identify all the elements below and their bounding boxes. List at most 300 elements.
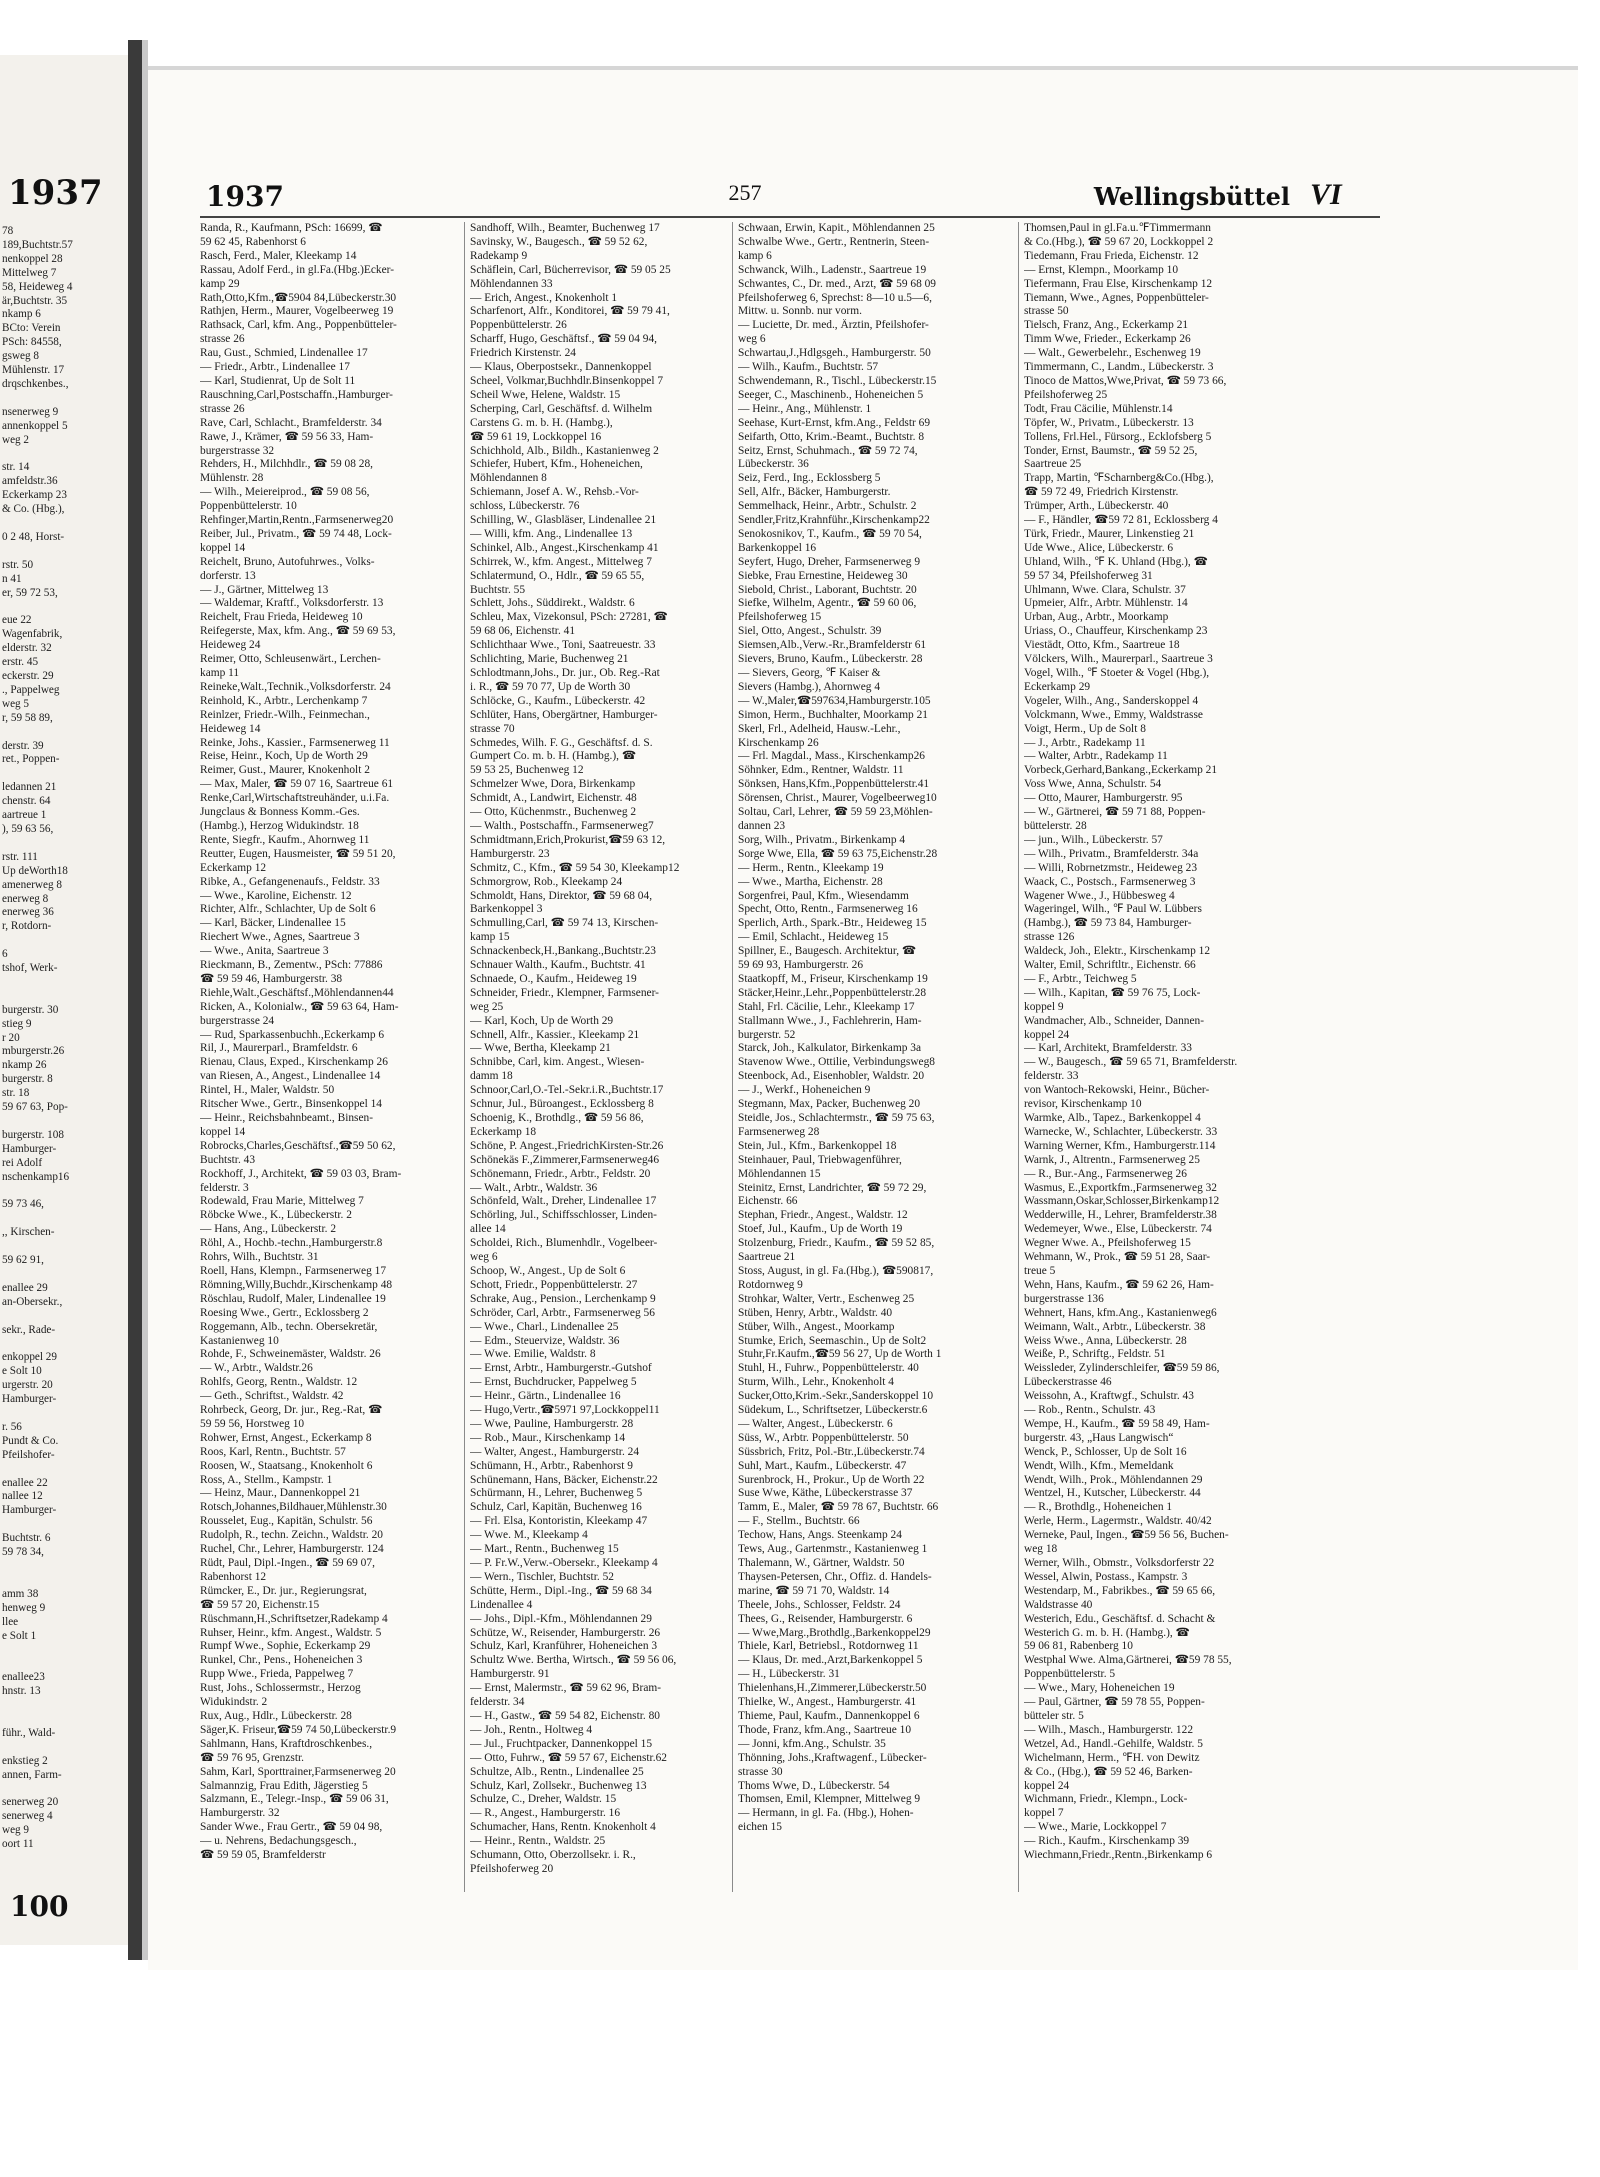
- directory-entry-line: Wassmann,Oskar,Schlosser,Birkenkamp12: [1024, 1195, 1220, 1208]
- directory-entry-line: Sahlmann, Hans, Kraftdroschkenbes.,: [200, 1737, 373, 1750]
- directory-entry-line: Tiemann, Wwe., Agnes, Poppenbütteler-: [1024, 291, 1209, 304]
- directory-entry-line: Ricken, A., Kolonialw., ☎ 59 63 64, Ham-: [200, 1000, 399, 1013]
- directory-entry-line: Schörling, Jul., Schiffsschlosser, Linden-: [470, 1209, 657, 1222]
- directory-entry-line: Tonder, Ernst, Baumstr., ☎ 59 52 25,: [1024, 444, 1198, 457]
- directory-entry-line: bütteler str. 5: [1024, 1709, 1084, 1722]
- previous-page-line: BCto: Verein: [2, 322, 61, 335]
- directory-entry-line: Wedderwille, H., Lehrer, Bramfelderstr.38: [1024, 1209, 1217, 1222]
- directory-entry-line: Schwantes, C., Dr. med., Arzt, ☎ 59 68 09: [738, 277, 937, 290]
- directory-entry-line: (Hambg.), Herzog Widukindstr. 18: [200, 819, 359, 832]
- previous-page-line: er, 59 72 53,: [2, 586, 58, 599]
- previous-page-line: [2, 837, 126, 851]
- previous-page-line: weg 9: [2, 1824, 30, 1837]
- directory-entry-line: Eckerkamp 29: [1024, 680, 1091, 693]
- directory-entry-line: Schmulling,Carl, ☎ 59 74 13, Kirschen-: [470, 917, 659, 930]
- directory-entry-line: Tollens, Frl.Hel., Fürsorg., Ecklofsberg 5: [1024, 430, 1212, 443]
- directory-entry-line: — Max, Maler, ☎ 59 07 16, Saartreue 61: [200, 778, 394, 791]
- directory-entry-line: Stavenow Wwe., Ottilie, Verbindungsweg8: [738, 1056, 935, 1069]
- directory-entry-line: — Walter, Arbtr., Radekamp 11: [1024, 750, 1168, 763]
- directory-entry-line: Schröder, Carl, Arbtr., Farmsenerweg 56: [470, 1306, 655, 1319]
- directory-entry-line: Schlatermund, O., Hdlr., ☎ 59 65 55,: [470, 569, 645, 582]
- directory-entry-line: — Otto, Küchenmstr., Buchenweg 2: [470, 806, 637, 819]
- directory-entry-line: Stüber, Wilh., Angest., Moorkamp: [738, 1320, 895, 1333]
- directory-entry-line: weg 6: [738, 333, 766, 346]
- directory-entry-line: Schmoldt, Hans, Direktor, ☎ 59 68 04,: [470, 889, 653, 902]
- previous-page-line: weg 2: [2, 433, 30, 446]
- directory-entry-line: Thoms Wwe, D., Lübeckerstr. 54: [738, 1779, 890, 1792]
- previous-page-line: [2, 545, 126, 559]
- directory-entry-line: strasse 30: [738, 1765, 783, 1778]
- directory-entry-line: — Emil, Schlacht., Heideweg 15: [738, 931, 889, 944]
- directory-entry-line: Friedrich Kirstenstr. 24: [470, 347, 576, 360]
- column-divider: [1018, 222, 1019, 1892]
- directory-entry-line: Gumpert Co. m. b. H. (Hambg.), ☎: [470, 750, 637, 763]
- directory-entry-line: Timm Wwe, Frieder., Eckerkamp 26: [1024, 333, 1191, 346]
- directory-entry-line: Rumpf Wwe., Sophie, Eckerkamp 29: [200, 1640, 371, 1653]
- previous-page-line: Up deWorth18: [2, 864, 68, 877]
- directory-entry-line: Sörensen, Christ., Maurer, Vogelbeerweg10: [738, 792, 937, 805]
- previous-page-line: enallee 29: [2, 1281, 48, 1294]
- directory-entry-line: Türk, Friedr., Maurer, Linkenstieg 21: [1024, 527, 1195, 540]
- previous-page-line: hnstr. 13: [2, 1685, 41, 1698]
- directory-entry-line: Wessel, Alwin, Postass., Kampstr. 3: [1024, 1570, 1188, 1583]
- directory-entry-line: koppel 9: [1024, 1000, 1064, 1013]
- previous-page-line: Hamburger-: [2, 1504, 57, 1517]
- directory-entry-line: Rotsch,Johannes,Bildhauer,Mühlenstr.30: [200, 1501, 387, 1514]
- directory-entry-line: Runkel, Chr., Pens., Hoheneichen 3: [200, 1654, 363, 1667]
- directory-entry-line: Rienau, Claus, Exped., Kirschenkamp 26: [200, 1056, 388, 1069]
- directory-entry-line: 59 62 45, Rabenhorst 6: [200, 235, 306, 248]
- previous-page-line: tshof, Werk-: [2, 962, 58, 975]
- previous-page-line: [2, 726, 126, 740]
- directory-entry-line: ☎ 59 76 95, Grenzstr.: [200, 1751, 305, 1764]
- directory-entry-line: Rust, Johs., Schlossermstr., Herzog: [200, 1682, 361, 1695]
- directory-entry-line: Ude Wwe., Alice, Lübeckerstr. 6: [1024, 541, 1174, 554]
- directory-entry-line: strasse 70: [470, 722, 515, 735]
- directory-entry-line: — R., Bur.-Ang., Farmsenerweg 26: [1024, 1167, 1187, 1180]
- directory-entry-line: Westerich, Edu., Geschäftsf. d. Schacht &: [1024, 1612, 1216, 1625]
- directory-entry-line: — Otto, Fuhrw., ☎ 59 57 67, Eichenstr.62: [470, 1751, 667, 1764]
- column-divider: [464, 222, 465, 1892]
- directory-entry-line: Buchtstr. 43: [200, 1153, 256, 1166]
- directory-entry-line: Schlüter, Hans, Obergärtner, Hamburger-: [470, 708, 658, 721]
- previous-page-line: [2, 1713, 126, 1727]
- directory-entry-line: ☎ 59 61 19, Lockkoppel 16: [470, 430, 602, 443]
- directory-column-1: [200, 222, 455, 1912]
- previous-page-line: amenerweg 8: [2, 878, 62, 891]
- directory-entry-line: — P. Fr.W.,Verw.-Obersekr., Kleekamp 4: [470, 1557, 658, 1569]
- directory-entry-line: Rassau, Adolf Ferd., in gl.Fa.(Hbg.)Ecker-: [200, 263, 395, 276]
- volume-number: VI: [1310, 178, 1342, 211]
- directory-entry-line: — Mart., Rentn., Buchenweg 15: [470, 1543, 619, 1556]
- directory-entry-line: Schlodtmann,Johs., Dr. jur., Ob. Reg.-Rat: [470, 667, 660, 679]
- directory-entry-line: Roell, Hans, Klempn., Farmsenerweg 17: [200, 1264, 387, 1277]
- directory-entry-line: Stegmann, Max, Packer, Buchenweg 20: [738, 1098, 921, 1111]
- directory-entry-line: Rasch, Ferd., Maler, Kleekamp 14: [200, 249, 357, 262]
- directory-entry-line: Schulze, C., Dreher, Waldstr. 15: [470, 1793, 617, 1806]
- directory-entry-line: — Ernst, Buchdrucker, Pappelweg 5: [470, 1376, 637, 1389]
- previous-page-line: r, Rotdorn-: [2, 920, 52, 933]
- directory-entry-line: Schnackenbeck,H.,Bankang.,Buchtstr.23: [470, 945, 657, 958]
- directory-entry-line: Specht, Otto, Rentn., Farmsenerweg 16: [738, 903, 918, 916]
- directory-entry-line: ☎ 59 72 49, Friedrich Kirstenstr.: [1024, 486, 1179, 499]
- previous-page-line: Pfeilshofer-: [2, 1448, 55, 1461]
- previous-page-line: 0 2 48, Horst-: [2, 530, 65, 543]
- previous-page-line: ledannen 21: [2, 781, 57, 794]
- directory-entry-line: Möhlendannen 33: [470, 277, 553, 290]
- previous-page-line: amfeldstr.36: [2, 475, 58, 488]
- directory-entry-line: Thode, Franz, kfm.Ang., Saartreue 10: [738, 1723, 912, 1736]
- directory-entry-line: Wageringel, Wilh., ℉ Paul W. Lübbers: [1024, 903, 1202, 916]
- directory-entry-line: koppel 14: [200, 1125, 246, 1138]
- directory-entry-line: Spillner, E., Baugesch. Architektur, ☎: [738, 945, 917, 958]
- previous-page-line: nsenerweg 9: [2, 405, 59, 418]
- directory-entry-line: Tielsch, Franz, Ang., Eckerkamp 21: [1024, 319, 1189, 332]
- directory-entry-line: Schnibbe, Carl, kim. Angest., Wiesen-: [470, 1056, 645, 1069]
- directory-entry-line: Roosen, W., Staatsang., Knokenholt 6: [200, 1459, 373, 1472]
- directory-entry-line: Steinitz, Ernst, Landrichter, ☎ 59 72 29,: [738, 1181, 927, 1194]
- place-heading: Wellingsbüttel: [1093, 182, 1290, 211]
- directory-entry-line: — Wwe. M., Kleekamp 4: [470, 1529, 588, 1542]
- previous-page-line: senerweg 4: [2, 1810, 53, 1823]
- directory-entry-line: strasse 26: [200, 402, 245, 415]
- previous-page-line: str. 14: [2, 461, 30, 474]
- directory-entry-line: Tinoco de Mattos,Wwe,Privat, ☎ 59 73 66,: [1024, 374, 1227, 387]
- directory-entry-line: burgerstr. 43, „Haus Langwisch“: [1024, 1431, 1174, 1444]
- directory-entry-line: — Rud, Sparkassenbuchh.,Eckerkamp 6: [200, 1028, 385, 1041]
- directory-entry-line: kamp 11: [200, 667, 240, 679]
- previous-page-line: enkoppel 29: [2, 1351, 57, 1364]
- previous-page-line: 189,Buchtstr.57: [2, 238, 73, 251]
- directory-entry-line: Warnecke, W., Schlachter, Lübeckerstr. 33: [1024, 1125, 1218, 1138]
- directory-entry-line: Strohkar, Walter, Vertr., Eschenweg 25: [738, 1292, 915, 1305]
- directory-entry-line: — Walt., Arbtr., Waldstr. 36: [470, 1181, 598, 1194]
- previous-page-line: [2, 1574, 126, 1588]
- directory-entry-line: Soltau, Carl, Lehrer, ☎ 59 59 23,Möhlen-: [738, 806, 933, 819]
- directory-entry-line: revisor, Kirschenkamp 10: [1024, 1098, 1142, 1111]
- directory-entry-line: Reineke,Walt.,Technik.,Volksdorferstr. 24: [200, 680, 391, 693]
- previous-page-line: henweg 9: [2, 1601, 46, 1614]
- directory-entry-line: — Ernst, Malermstr., ☎ 59 62 96, Bram-: [470, 1682, 662, 1695]
- directory-entry-line: — Jonni, kfm.Ang., Schulstr. 35: [738, 1737, 886, 1750]
- directory-entry-line: Schmidtmann,Erich,Prokurist,☎59 63 12,: [470, 833, 666, 846]
- directory-entry-line: — F., Stellm., Buchtstr. 66: [738, 1515, 860, 1528]
- directory-entry-line: Kirschenkamp 26: [738, 736, 819, 749]
- previous-page-line: chenstr. 64: [2, 795, 51, 808]
- directory-entry-line: Röhl, A., Hochb.-techn.,Hamburgerstr.8: [200, 1237, 383, 1250]
- directory-entry-line: — R., Angest., Hamburgerstr. 16: [470, 1807, 621, 1820]
- directory-entry-line: Vogel, Wilh., ℉ Stoeter & Vogel (Hbg.),: [1024, 667, 1210, 679]
- directory-entry-line: Schilling, W., Glasbläser, Lindenallee 21: [470, 514, 657, 527]
- directory-entry-line: Schulz, Carl, Kapitän, Buchenweg 16: [470, 1501, 642, 1514]
- directory-entry-line: i. R., ☎ 59 70 77, Up de Worth 30: [470, 680, 631, 693]
- directory-entry-line: Thiele, Karl, Betriebsl., Rotdornweg 11: [738, 1640, 919, 1653]
- directory-entry-line: Lübeckerstr. 36: [738, 458, 809, 471]
- previous-page-line: r. 56: [2, 1420, 22, 1433]
- directory-entry-line: — Otto, Maurer, Hamburgerstr. 95: [1024, 792, 1183, 805]
- directory-entry-line: Eckerkamp 12: [200, 861, 267, 874]
- directory-entry-line: — J., Arbtr., Radekamp 11: [1024, 736, 1146, 749]
- directory-entry-line: Sönksen, Hans,Kfm.,Poppenbüttelerstr.41: [738, 778, 930, 791]
- previous-page-line: [2, 600, 126, 614]
- directory-entry-line: Schnell, Alfr., Kassier., Kleekamp 21: [470, 1028, 640, 1041]
- directory-entry-line: Rudolph, R., techn. Zeichn., Waldstr. 20: [200, 1529, 383, 1542]
- directory-entry-line: Schiefer, Hubert, Kfm., Hoheneichen,: [470, 458, 643, 471]
- directory-entry-line: Stäcker,Heinr.,Lehr.,Poppenbüttelerstr.28: [738, 986, 927, 999]
- directory-entry-line: Schütze, W., Reisender, Hamburgerstr. 26: [470, 1626, 661, 1639]
- directory-entry-line: Rohrs, Wilh., Buchtstr. 31: [200, 1251, 319, 1264]
- directory-entry-line: Weimann, Walt., Arbtr., Lübeckerstr. 38: [1024, 1320, 1206, 1333]
- directory-entry-line: Schönfeld, Walt., Dreher, Lindenallee 17: [470, 1195, 657, 1208]
- directory-entry-line: Stallmann Wwe., J., Fachlehrerin, Ham-: [738, 1014, 922, 1027]
- previous-page-number: 100: [10, 1890, 69, 1923]
- directory-entry-line: Sandhoff, Wilh., Beamter, Buchenweg 17: [470, 222, 660, 234]
- directory-entry-line: Thomsen,Paul in gl.Fa.u.℉Timmermann: [1024, 222, 1211, 234]
- directory-entry-line: Thielenhans,H.,Zimmerer,Lübeckerstr.50: [738, 1682, 927, 1695]
- previous-page-line: nkamp 26: [2, 1059, 47, 1072]
- previous-page-line: Hamburger-: [2, 1393, 57, 1406]
- directory-entry-line: Saartreue 21: [738, 1251, 796, 1264]
- directory-entry-line: Schultze, Alb., Rentn., Lindenallee 25: [470, 1765, 644, 1778]
- previous-page-line: eckerstr. 29: [2, 670, 54, 682]
- directory-entry-line: ☎ 59 57 20, Eichenstr.15: [200, 1598, 320, 1611]
- directory-entry-line: Wendt, Wilh., Kfm., Memeldank: [1024, 1459, 1174, 1472]
- directory-entry-line: — Johs., Dipl.-Kfm., Möhlendannen 29: [470, 1612, 652, 1625]
- directory-entry-line: weg 18: [1024, 1543, 1058, 1556]
- directory-entry-line: Töpfer, W., Privatm., Lübeckerstr. 13: [1024, 416, 1194, 429]
- directory-entry-line: Thomsen, Emil, Klempner, Mittelweg 9: [738, 1793, 921, 1806]
- directory-entry-line: — Hermann, in gl. Fa. (Hbg.), Hohen-: [738, 1807, 914, 1820]
- directory-entry-line: Theele, Johs., Schlosser, Feldstr. 24: [738, 1598, 901, 1611]
- directory-entry-line: Hamburgerstr. 23: [470, 847, 550, 860]
- directory-entry-line: Schönemann, Friedr., Arbtr., Feldstr. 20: [470, 1167, 651, 1180]
- directory-entry-line: — Wwe,Marg.,Brothdlg.,Barkenkoppel29: [738, 1626, 931, 1639]
- directory-entry-line: — Waldemar, Kraftf., Volksdorferstr. 13: [200, 597, 384, 610]
- directory-entry-line: Schütte, Herm., Dipl.-Ing., ☎ 59 68 34: [470, 1584, 652, 1597]
- directory-entry-line: Reimer, Gust., Maurer, Knokenholt 2: [200, 764, 370, 777]
- directory-entry-line: Stuhl, H., Fuhrw., Poppenbüttelerstr. 40: [738, 1362, 919, 1375]
- directory-entry-line: 59 06 81, Rabenberg 10: [1024, 1640, 1133, 1653]
- directory-entry-line: Westerich G. m. b. H. (Hambg.), ☎: [1024, 1626, 1190, 1639]
- directory-entry-line: — Heinz, Maur., Dannenkoppel 21: [200, 1487, 361, 1500]
- directory-entry-line: Wiechmann,Friedr.,Rentn.,Birkenkamp 6: [1024, 1849, 1213, 1862]
- directory-entry-line: felderstr. 33: [1024, 1070, 1079, 1083]
- previous-page-line: nallee 12: [2, 1490, 43, 1503]
- directory-entry-line: Schmelzer Wwe, Dora, Birkenkamp: [470, 778, 636, 791]
- directory-entry-line: Söhnker, Edm., Rentner, Waldstr. 11: [738, 764, 904, 777]
- previous-page-line: [2, 1338, 126, 1352]
- previous-page-line: enerweg 36: [2, 906, 54, 919]
- directory-entry-line: — W., Gärtnerei, ☎ 59 71 88, Poppen-: [1024, 806, 1206, 819]
- directory-entry-line: Schwaan, Erwin, Kapit., Möhlendannen 25: [738, 222, 935, 234]
- directory-entry-line: Wehn, Hans, Kaufm., ☎ 59 62 26, Ham-: [1024, 1278, 1214, 1291]
- directory-entry-line: — Joh., Rentn., Holtweg 4: [470, 1723, 593, 1736]
- directory-entry-line: — Wern., Tischler, Buchtstr. 52: [470, 1570, 614, 1583]
- previous-page-line: enkstieg 2: [2, 1754, 48, 1767]
- directory-entry-line: Trümper, Arth., Lübeckerstr. 40: [1024, 500, 1169, 513]
- directory-entry-line: Heideweg 24: [200, 639, 261, 652]
- directory-entry-line: Uriass, O., Chauffeur, Kirschenkamp 23: [1024, 625, 1208, 638]
- directory-entry-line: Schmitz, C., Kfm., ☎ 59 54 30, Kleekamp12: [470, 861, 680, 874]
- previous-page-line: 59 73 46,: [2, 1198, 44, 1211]
- directory-entry-line: Schäflein, Carl, Bücherrevisor, ☎ 59 05 25: [470, 263, 671, 276]
- directory-entry-line: Scharfenort, Alfr., Konditorei, ☎ 59 79 41,: [470, 305, 670, 318]
- previous-page-line: [2, 1657, 126, 1671]
- directory-entry-line: Wetzel, Ad., Handl.-Gehilfe, Waldstr. 5: [1024, 1737, 1203, 1750]
- directory-entry-line: koppel 24: [1024, 1779, 1070, 1792]
- directory-entry-line: Steenbock, Ad., Eisenhobler, Waldstr. 20: [738, 1070, 925, 1083]
- previous-page-line: [2, 448, 126, 462]
- directory-entry-line: Weiße, P., Schriftg., Feldstr. 51: [1024, 1348, 1166, 1361]
- directory-entry-line: Heideweg 14: [200, 722, 261, 735]
- directory-entry-line: Stein, Jul., Kfm., Barkenkoppel 18: [738, 1139, 897, 1152]
- directory-entry-line: — R., Brothdlg., Hoheneichen 1: [1024, 1501, 1173, 1514]
- previous-page-line: sekr., Rade-: [2, 1323, 56, 1336]
- directory-entry-line: Scholdei, Rich., Blumenhdlr., Vogelbeer-: [470, 1237, 658, 1250]
- previous-page-line: PSch: 84558,: [2, 336, 62, 349]
- previous-page-line: [2, 767, 126, 781]
- directory-entry-line: Sahm, Karl, Sporttrainer,Farmsenerweg 20: [200, 1765, 396, 1778]
- directory-entry-line: koppel 14: [200, 541, 246, 554]
- directory-entry-line: weg 25: [470, 1000, 504, 1013]
- directory-entry-line: — Wwe., Mary, Hoheneichen 19: [1024, 1682, 1175, 1695]
- directory-entry-line: weg 6: [470, 1251, 498, 1264]
- directory-entry-line: — Wwe., Karoline, Eichenstr. 12: [200, 889, 352, 902]
- directory-entry-line: Süss, W., Arbtr. Poppenbüttelerstr. 50: [738, 1431, 909, 1444]
- directory-entry-line: — Wwe., Martha, Eichenstr. 28: [738, 875, 883, 888]
- directory-entry-line: — Rob., Rentn., Schulstr. 43: [1024, 1404, 1156, 1417]
- directory-entry-line: Schöne, P. Angest.,FriedrichKirsten-Str.26: [470, 1139, 664, 1152]
- directory-entry-line: & Co.(Hbg.), ☎ 59 67 20, Lockkoppel 2: [1024, 235, 1214, 248]
- directory-entry-line: Jungclaus & Bonness Komm.-Ges.: [200, 806, 360, 819]
- directory-entry-line: Schönekäs F.,Zimmerer,Farmsenerweg46: [470, 1153, 660, 1166]
- directory-entry-line: kamp 15: [470, 931, 510, 944]
- directory-entry-line: — Walth., Postschaffn., Farmsenerweg7: [470, 819, 654, 832]
- directory-entry-line: — Wilh., Kaufm., Buchtstr. 57: [738, 361, 879, 374]
- previous-page-line: r 20: [2, 1031, 20, 1044]
- directory-entry-line: kamp 29: [200, 277, 240, 290]
- directory-entry-line: Reifegerste, Max, kfm. Ang., ☎ 59 69 53,: [200, 625, 396, 638]
- directory-entry-line: allee 14: [470, 1223, 506, 1236]
- directory-entry-line: Sorg, Wilh., Privatm., Birkenkamp 4: [738, 833, 906, 846]
- directory-entry-line: dannen 23: [738, 819, 786, 832]
- directory-entry-line: Trapp, Martin, ℉Scharnberg&Co.(Hbg.),: [1024, 472, 1214, 485]
- directory-entry-line: schloss, Lübeckerstr. 76: [470, 500, 580, 513]
- directory-entry-line: Wegner Wwe. A., Pfeilshoferweg 15: [1024, 1237, 1191, 1250]
- directory-entry-line: — Heinr., Gärtn., Lindenallee 16: [470, 1390, 621, 1403]
- directory-entry-line: Röschlau, Rudolf, Maler, Lindenallee 19: [200, 1292, 386, 1305]
- directory-entry-line: Reimer, Otto, Schleusenwärt., Lerchen-: [200, 653, 381, 666]
- directory-entry-line: — F., Händler, ☎59 72 81, Ecklossberg 4: [1024, 514, 1218, 527]
- previous-page-line: [2, 1407, 126, 1421]
- directory-entry-line: Rawe, J., Krämer, ☎ 59 56 33, Ham-: [200, 430, 374, 443]
- previous-page-line: e Solt 10: [2, 1365, 42, 1378]
- directory-entry-line: Seitz, Ernst, Schuhmach., ☎ 59 72 74,: [738, 444, 918, 457]
- directory-entry-line: Todt, Frau Cäcilie, Mühlenstr.14: [1024, 402, 1173, 415]
- directory-entry-line: Lübeckerstrasse 46: [1024, 1376, 1112, 1389]
- previous-page-line: rstr. 111: [2, 850, 38, 863]
- directory-entry-line: — Ernst, Arbtr., Hamburgerstr.-Gutshof: [470, 1362, 652, 1375]
- directory-entry-line: Seeger, C., Maschinenb., Hoheneichen 5: [738, 388, 924, 401]
- directory-entry-line: Möhlendannen 8: [470, 472, 547, 485]
- previous-page-line: 78: [2, 225, 14, 237]
- directory-entry-line: Schinkel, Alb., Angest.,Kirschenkamp 41: [470, 541, 659, 554]
- previous-page-line: 59 78 34,: [2, 1546, 44, 1559]
- directory-entry-line: Sucker,Otto,Krim.-Sekr.,Sanderskoppel 10: [738, 1390, 934, 1403]
- directory-entry-line: Thaysen-Petersen, Chr., Offiz. d. Handels-: [738, 1570, 932, 1583]
- directory-entry-line: Surenbrock, H., Prokur., Up de Worth 22: [738, 1473, 925, 1486]
- directory-entry-line: Schwendemann, R., Tischl., Lübeckerstr.15: [738, 374, 937, 387]
- directory-entry-line: von Wantoch-Rekowski, Heinr., Bücher-: [1024, 1084, 1210, 1097]
- directory-entry-line: Wentzel, H., Kutscher, Lübeckerstr. 44: [1024, 1487, 1201, 1500]
- previous-page-line: gsweg 8: [2, 350, 39, 363]
- directory-entry-line: Wichmann, Friedr., Klempn., Lock-: [1024, 1793, 1188, 1806]
- directory-entry-line: Pfeilshoferweg 20: [470, 1862, 554, 1875]
- previous-page-line: senerweg 20: [2, 1796, 59, 1809]
- directory-entry-line: Salzmann, E., Telegr.-Insp., ☎ 59 06 31,: [200, 1793, 389, 1806]
- previous-page-line: [2, 990, 126, 1004]
- directory-entry-line: Siebold, Christ., Laborant, Buchtstr. 20: [738, 583, 917, 596]
- directory-entry-line: Skerl, Frl., Adelheid, Hausw.-Lehr.,: [738, 722, 901, 735]
- previous-page-line: aartreue 1: [2, 809, 47, 822]
- directory-entry-line: — Klaus, Oberpostsekr., Dannenkoppel: [470, 361, 652, 374]
- directory-entry-line: Werneke, Paul, Ingen., ☎59 56 56, Buchen-: [1024, 1529, 1229, 1542]
- directory-entry-line: Sievers, Bruno, Kaufm., Lübeckerstr. 28: [738, 653, 923, 666]
- directory-entry-line: Sperlich, Arth., Spark.-Btr., Heideweg 15: [738, 917, 927, 930]
- directory-entry-line: — Friedr., Arbtr., Lindenallee 17: [200, 361, 350, 374]
- directory-entry-line: Tiedemann, Frau Frieda, Eichenstr. 12: [1024, 249, 1199, 262]
- directory-entry-line: Rux, Aug., Hdlr., Lübeckerstr. 28: [200, 1709, 352, 1722]
- directory-entry-line: Wichelmann, Herm., ℉H. von Dewitz: [1024, 1751, 1200, 1764]
- directory-entry-line: — Wilh., Kapitan, ☎ 59 76 75, Lock-: [1024, 986, 1201, 999]
- directory-entry-line: burgerstr. 52: [738, 1028, 796, 1041]
- directory-entry-line: 59 53 25, Buchenweg 12: [470, 764, 584, 777]
- directory-entry-line: damm 18: [470, 1070, 513, 1083]
- directory-entry-line: Thieme, Paul, Kaufm., Dannenkoppel 6: [738, 1709, 920, 1722]
- previous-page-line: ., Pappelweg: [2, 683, 60, 696]
- directory-entry-line: Rathjen, Herm., Maurer, Vogelbeerweg 19: [200, 305, 394, 318]
- directory-entry-line: Pfeilshoferweg 15: [738, 611, 822, 624]
- directory-entry-line: Völckers, Wilh., Maurerparl., Saartreue 3: [1024, 653, 1213, 666]
- directory-entry-line: ☎ 59 59 46, Hamburgerstr. 38: [200, 972, 343, 985]
- previous-page-line: [2, 517, 126, 531]
- directory-entry-line: burgerstrasse 24: [200, 1014, 275, 1027]
- previous-page-line: [2, 1518, 126, 1532]
- directory-entry-line: — Walter, Angest., Hamburgerstr. 24: [470, 1445, 640, 1458]
- directory-entry-line: Schirrek, W., kfm. Angest., Mittelweg 7: [470, 555, 652, 568]
- directory-entry-line: Rohlfs, Georg, Rentn., Waldstr. 12: [200, 1376, 358, 1389]
- directory-entry-line: Schlett, Johs., Süddirekt., Waldstr. 6: [470, 597, 635, 610]
- previous-page-line: [2, 1643, 126, 1657]
- directory-entry-line: Wenck, P., Schlosser, Up de Solt 16: [1024, 1445, 1187, 1458]
- directory-entry-line: Schlichting, Marie, Buchenweg 21: [470, 653, 629, 666]
- directory-entry-line: Walter, Emil, Schriftltr., Eichenstr. 66: [1024, 959, 1196, 972]
- previous-page-line: [2, 1185, 126, 1199]
- directory-entry-line: — Wwe., Charl., Lindenallee 25: [470, 1320, 619, 1333]
- previous-page-line: str. 18: [2, 1087, 30, 1100]
- directory-entry-line: — Herm., Rentn., Kleekamp 19: [738, 861, 884, 874]
- previous-page-line: erstr. 45: [2, 656, 39, 669]
- directory-entry-line: Schmorgrow, Rob., Kleekamp 24: [470, 875, 623, 888]
- directory-entry-line: Rieckmann, B., Zementw., PSch: 77886: [200, 959, 383, 972]
- directory-entry-line: Röbcke Wwe., K., Lübeckerstr. 2: [200, 1209, 352, 1222]
- directory-entry-line: (Hambg.), ☎ 59 73 84, Hamburger-: [1024, 917, 1192, 930]
- directory-entry-line: Roggemann, Alb., techn. Obersekretär,: [200, 1320, 378, 1333]
- directory-entry-line: — u. Nehrens, Bedachungsgesch.,: [200, 1835, 357, 1848]
- directory-entry-line: 59 69 93, Hamburgerstr. 26: [738, 959, 864, 972]
- directory-entry-line: — Karl, Studienrat, Up de Solt 11: [200, 374, 356, 387]
- directory-entry-line: Schiemann, Josef A. W., Rehsb.-Vor-: [470, 486, 639, 499]
